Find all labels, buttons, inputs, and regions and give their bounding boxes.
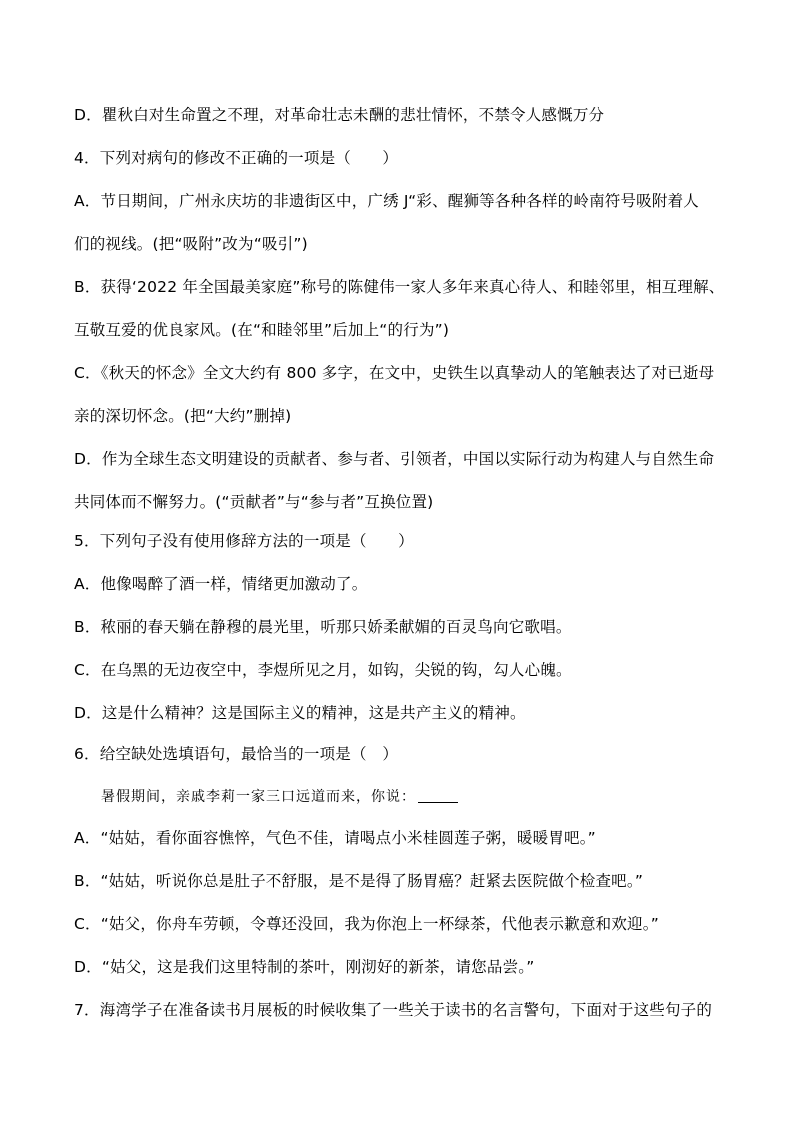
text-line: D．瞿秋白对生命置之不理，对革命壮志未酬的悲壮情怀，不禁令人感慨万分 (74, 106, 605, 124)
text-line: 互敬互爱的优良家风。(在“和睦邻里”后加上“的行为”) (74, 321, 450, 339)
option-d: D．这是什么精神？这是国际主义的精神，这是共产主义的精神。 (74, 704, 526, 722)
question-6-prompt (101, 787, 751, 807)
question-5-stem: 5．下列句子没有使用修辞方法的一项是（ ） (74, 532, 414, 550)
option-a: A．节日期间，广州永庆坊的非遗街区中，广绣 J“彩、醒狮等各种各样的岭南符号吸附着人 (74, 192, 699, 210)
option-a: A．“姑姑，看你面容憔悴，气色不佳，请喝点小米桂圆莲子粥，暖暖胃吧。” (74, 829, 596, 847)
option-c: C．《秋天的怀念》全文大约有 800 多字，在文中，史铁生以真挚动人的笔触表达了对已逝母 (74, 364, 715, 382)
option-b: B．秾丽的春天躺在静穆的晨光里，听那只娇柔献媚的百灵鸟向它歌唱。 (74, 618, 572, 636)
option-d: D．作为全球生态文明建设的贡献者、参与者、引领者，中国以实际行动为构建人与自然生命 (74, 450, 715, 468)
option-b: B．“姑姑，听说你总是肚子不舒服，是不是得了肠胃癌？赶紧去医院做个检查吧。” (74, 872, 644, 890)
option-b: B．获得‘2022 年全国最美家庭”称号的陈健伟一家人多年来真心待人、和睦邻里，相互理解、 (74, 278, 725, 296)
question-4-stem: 4．下列对病句的修改不正确的一项是（ ） (74, 149, 399, 167)
option-a: A．他像喝醉了酒一样，情绪更加激动了。 (74, 575, 368, 593)
answer-blank (418, 788, 458, 803)
question-6-stem: 6．给空缺处选填语句，最恰当的一项是（ ） (74, 745, 399, 763)
text-line: 们的视线。(把“吸附”改为“吸引”) (74, 235, 308, 253)
prompt-text: 暑假期间，亲戚李莉一家三口远道而来，你说： (101, 789, 416, 805)
question-7-stem: 7．海湾学子在准备读书月展板的时候收集了一些关于读书的名言警句，下面对于这些句子的 (74, 1001, 713, 1019)
text-line: 共同体而不懈努力。(“贡献者”与“参与者”互换位置) (74, 493, 434, 511)
option-c: C．“姑父，你舟车劳顿，令尊还没回，我为你泡上一杯绿茶，代他表示歉意和欢迎。” (74, 915, 659, 933)
option-d: D．“姑父，这是我们这里特制的茶叶，刚沏好的新茶，请您品尝。” (74, 958, 535, 976)
text-line: 亲的深切怀念。(把“大约”删掉) (74, 407, 292, 425)
option-c: C．在乌黑的无边夜空中，李煜所见之月，如钩，尖锐的钩，勾人心魄。 (74, 661, 572, 679)
